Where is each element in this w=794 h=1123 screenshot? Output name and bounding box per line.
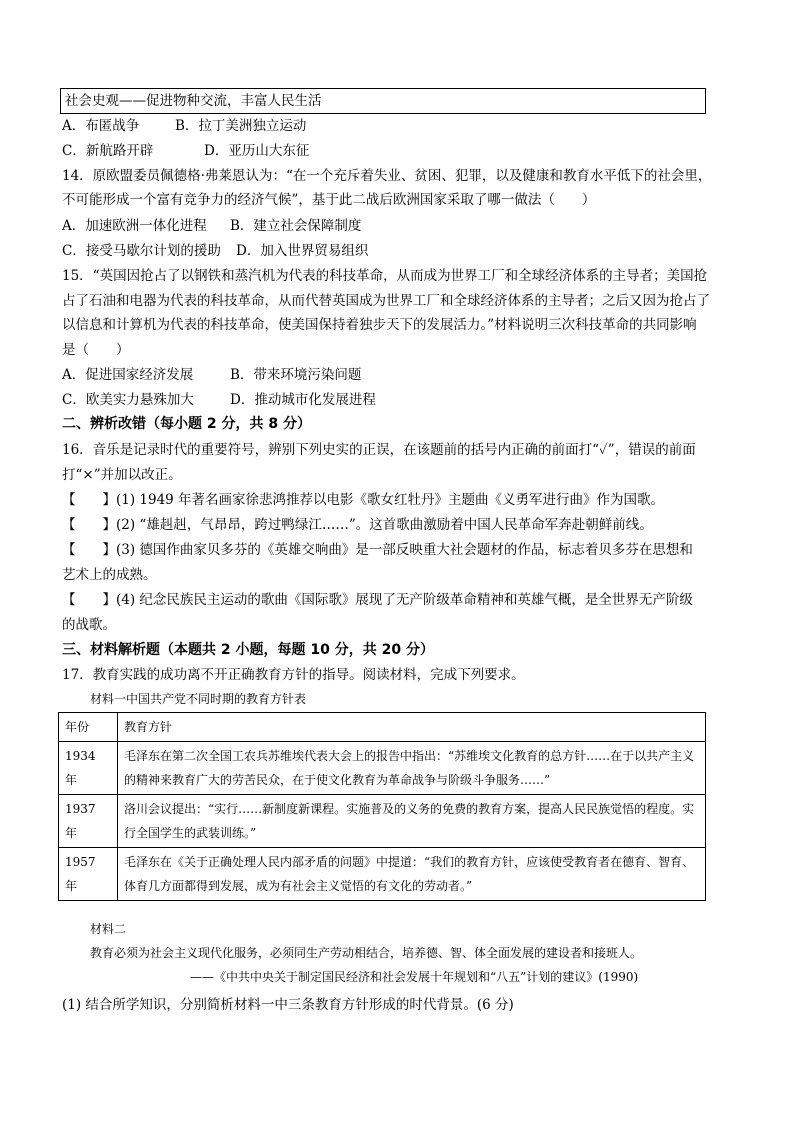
q16-stem-line1: 16．音乐是记录时代的重要符号，辨别下列史实的正误，在该题前的括号内正确的前面打“✓”，错误的前面	[62, 442, 696, 458]
q17-intro: 17．教育实践的成功离不开正确教育方针的指导。阅读材料，完成下列要求。	[62, 667, 525, 683]
q15-option-b: B．带来环境污染问题	[230, 367, 362, 383]
table-row	[59, 795, 706, 848]
q15-stem-line4: 是（ ）	[62, 342, 130, 358]
q16-statement-3b: 艺术上的成熟。	[62, 567, 157, 583]
q14-stem-line2: 不可能形成一个富有竞争力的经济气候”，基于此二战后欧洲国家采取了哪一做法（ ）	[62, 192, 596, 208]
material-2-source: ——《中共中央关于制定国民经济和社会发展十年规划和“八五”计划的建议》(1990)	[190, 970, 639, 984]
material-1-caption: 材料一中国共产党不同时期的教育方针表	[90, 692, 307, 706]
box-text: 社会史观——促进物种交流，丰富人民生活	[65, 93, 322, 109]
row-policy: 毛泽东在第二次全国工农兵苏维埃代表大会上的报告中指出：“苏维埃文化教育的总方针……在于以共产主义的精神来教育广大的劳苦民众，在于使文化教育为革命战争与阶级斗争服务……”	[118, 742, 706, 795]
q13-option-d: D．亚历山大东征	[204, 143, 310, 159]
q15-stem-line1: 15．“英国因抢占了以钢铁和蒸汽机为代表的科技革命，从而成为世界工厂和全球经济体系的主导者；美国抢	[62, 268, 708, 284]
section-heading-3: 三、材料解析题（本题共 2 小题，每题 10 分，共 20 分）	[62, 642, 434, 658]
q14-option-d: D．加入世界贸易组织	[236, 243, 369, 259]
q16-stem-line2: 打“×”并加以改正。	[62, 467, 182, 483]
table-header-row	[59, 713, 706, 742]
row-policy: 毛泽东在《关于正确处理人民内部矛盾的问题》中提道：“我们的教育方针，应该使受教育者在德育、智育、体育几方面都得到发展，成为有社会主义觉悟的有文化的劳动者。”	[118, 848, 706, 901]
q13-option-a: A．布匿战争	[62, 118, 140, 134]
table-row	[59, 742, 706, 795]
row-year: 1957 年	[59, 848, 118, 901]
q15-stem-line3: 以信息和计算机为代表的科技革命，使美国保持着独步天下的发展活力。”材料说明三次科技革命的共同影响	[62, 317, 697, 333]
q16-statement-4a: 【 】(4) 纪念民族民主运动的歌曲《国际歌》展现了无产阶级革命精神和英雄气概，是全世界无产阶级	[62, 592, 693, 608]
q16-statement-2: 【 】(2) “雄赳赳，气昂昂，跨过鸭绿江……”。这首歌曲激励着中国人民革命军奔赴朝鲜前线。	[62, 517, 653, 533]
q15-option-a: A．促进国家经济发展	[62, 367, 194, 383]
q13-option-b: B．拉丁美洲独立运动	[175, 118, 307, 134]
q14-option-a: A．加速欧洲一体化进程	[62, 218, 207, 234]
material-2-label: 材料二	[90, 922, 127, 936]
row-year: 1934 年	[59, 742, 118, 795]
row-year: 1937 年	[59, 795, 118, 848]
row-policy: 洛川会议提出：“实行……新制度新课程。实施普及的义务的免费的教育方案，提高人民民族觉悟的程度。实行全国学生的武装训练。”	[118, 795, 706, 848]
q16-statement-3a: 【 】(3) 德国作曲家贝多芬的《英雄交响曲》是一部反映重大社会题材的作品，标志着贝多芬在思想和	[62, 542, 693, 558]
q14-stem-line1: 14．原欧盟委员佩德格·弗莱恩认为：“在一个充斥着失业、贫困、犯罪，以及健康和教育水平低下的社会里，	[62, 168, 712, 184]
header-policy: 教育方针	[118, 713, 706, 742]
table-row	[59, 848, 706, 901]
q15-option-c: C．欧美实力悬殊加大	[62, 392, 194, 408]
q16-statement-4b: 的战歌。	[62, 617, 116, 633]
section-heading-2: 二、辨析改错（每小题 2 分，共 8 分）	[62, 416, 311, 432]
q14-option-b: B．建立社会保障制度	[230, 218, 362, 234]
q17-subquestion-1: (1) 结合所学知识，分别简析材料一中三条教育方针形成的时代背景。(6 分)	[62, 997, 514, 1013]
q15-option-d: D．推动城市化发展进程	[230, 392, 376, 408]
q16-statement-1: 【 】(1) 1949 年著名画家徐悲鸿推荐以电影《歌女红牡丹》主题曲《义勇军进行曲》作为国歌。	[62, 492, 665, 508]
q13-option-c: C．新航路开辟	[62, 143, 154, 159]
q15-stem-line2: 占了石油和电器为代表的科技革命，从而代替英国成为世界工厂和全球经济体系的主导者；之后又因为抢占了	[62, 293, 710, 309]
header-year: 年份	[59, 713, 118, 742]
q14-option-c: C．接受马歇尔计划的援助	[62, 243, 221, 259]
answer-box	[60, 88, 706, 114]
material-2-text: 教育必须为社会主义现代化服务，必须同生产劳动相结合，培养德、智、体全面发展的建设者和接班人。	[90, 946, 643, 960]
education-policy-table	[58, 712, 706, 901]
